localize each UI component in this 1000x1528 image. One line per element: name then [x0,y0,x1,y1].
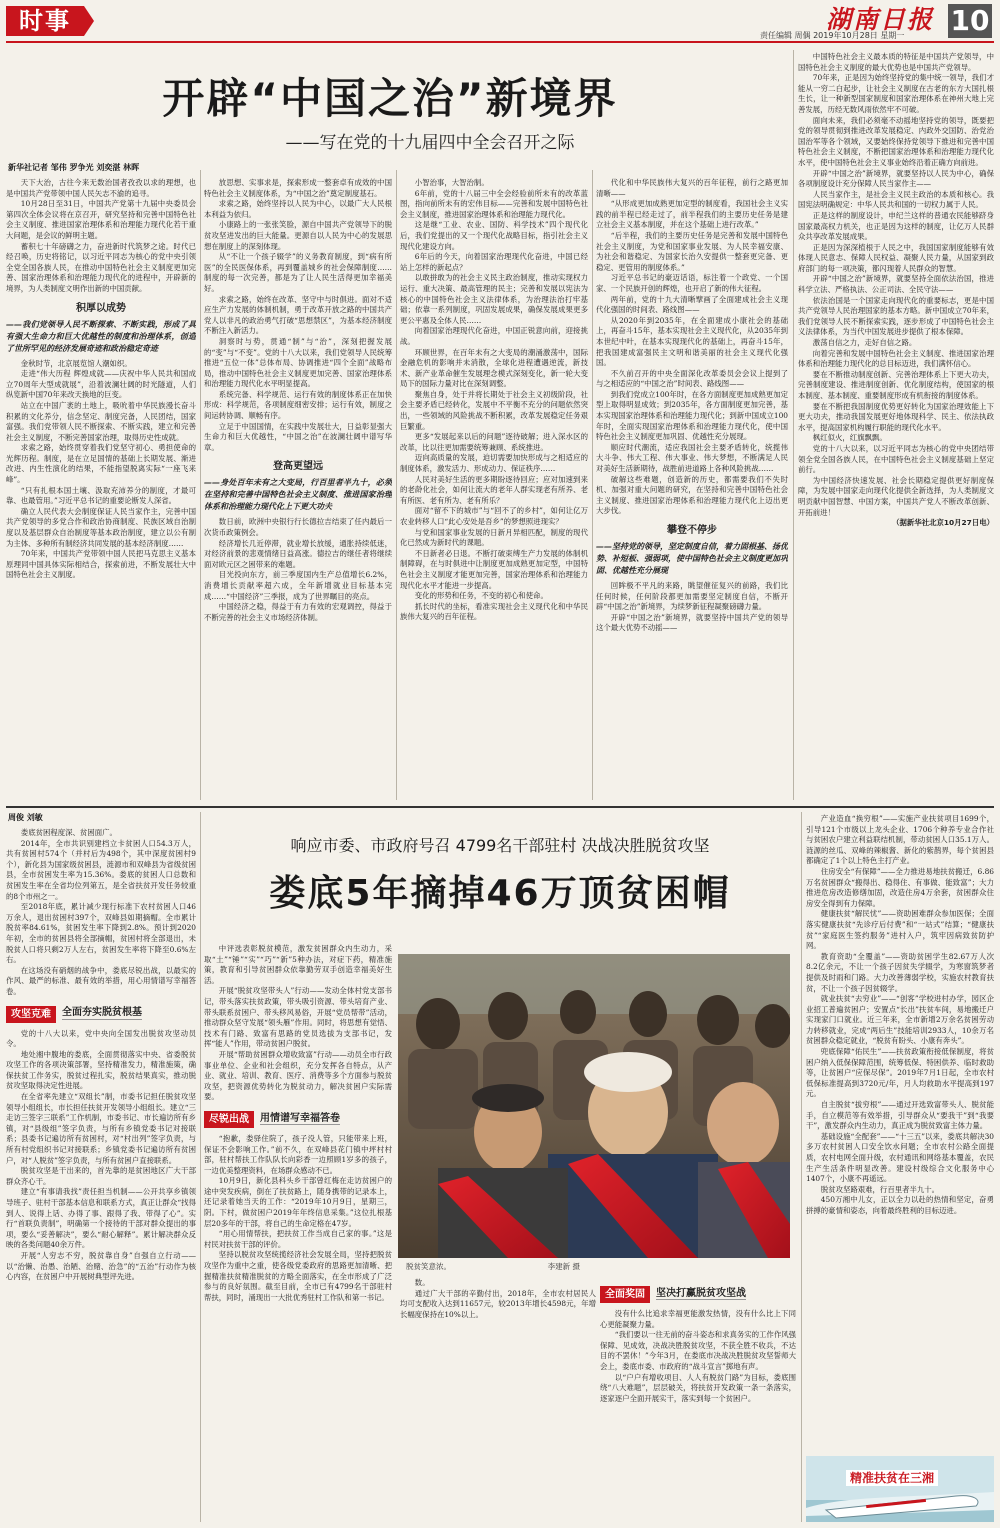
paragraph: 党的十八大以来，党中央向全国发出脱贫攻坚动员令。 [6,1028,196,1049]
section-heading: 攀登不停步 [667,525,717,536]
series-banner [806,1456,994,1522]
paragraph: 党的十八大以来，以习近平同志为核心的党中央团结带领全党全国各族人民，在中国特色社会主义制度基础上坚定前行。 [798,443,994,475]
paragraph: 70年来，正是因为始终坚持党的集中统一领导，我们才能从一穷二白起步，让社会主义制度在古老的东方大国扎根生长，让一种新型国家制度和国家治理体系在神州大地上完善发展，历经无数风雨依然牢不可破。 [798,73,994,114]
paragraph: 至2018年底，累计减少现行标准下农村贫困人口46万余人，退出贫困村397个，双峰县如期摘帽。全市累计脱贫率84.61%，贫困发生率下降到2.8%。预计到2020年初，全市的贫困县将全部摘帽，贫困村将全部退出，未脱贫人口将只剩2万人左右，贫困发生率将下降至0.6%左右。 [6,902,196,965]
paragraph: 不久前召开的中央全面深化改革委员会会议上提到了与之相适应的“中国之治”时间表、路线图—— [596,368,788,389]
paragraph: 开展“脱贫攻坚带头人”行动——发动全体村党支部书记，带头落实扶贫政策，带头吸引资源、带头培育产业、带头联系贫困户、带头移风易俗，开展“党员帮带”活动，推动群众坚守发展“领头雁”作用。同时，将思想有觉悟、技术有门路、致富有思路的党员选拔为支部书记，发挥“能人”作用，带动贫困户脱贫。 [204,986,392,1049]
paragraph: 产业造血“换穷根”——实施产业扶贫项目1699个，引导121个市级以上龙头企业、1706个种养专业合作社与贫困农户建立利益联结机制，带动贫困人口35.1万人。涟源的丝瓜、双峰的辣椒酱、新化的紫鹊界，每个贫困县都确定了1个以上特色主打产业。 [806,814,994,866]
column-divider [592,170,593,800]
paragraph: 中评选表彰脱贫模范，激发贫困群众内生动力，采取“土”“锤”“实”“巧”“新”5种办法，对症下药，精准施策，教育和引导贫困群众依靠勤劳双手创造幸福美好生活。 [204,944,392,985]
editor-line: 责任编辑 周偶 2019年10月28日 星期一 [760,31,905,40]
paragraph: 数日前，欧洲中央银行行长德拉吉结束了任内最后一次货币政策例会。 [204,517,392,538]
photo-elderly-people [398,954,790,1258]
paragraph: 没有什么比追求幸福更能激发热情，没有什么比上下同心更能凝聚力量。 [600,1309,796,1329]
paragraph: 住房安全“有保障”——全力推进易地扶贫搬迁，6.86万名贫困群众“搬得出、稳得住、有事做、能致富”；大力推进危房改造修缮加固，改造住房4万余套，贫困群众住房安全得到有力保障。 [806,866,994,908]
paragraph: 习近平总书记的豪迈话语，标注着一个政党、一个国家、一个民族开创的辉煌，也开启了新的伟大征程。 [596,273,788,293]
paragraph: “后半程，我们的主要历史任务是完善和发展中国特色社会主义制度，为党和国家事业发展、为人民幸福安康、为社会和谐稳定、为国家长治久安提供一整套更完备、更稳定、更管用的制度体系。” [596,230,788,272]
paragraph: 脱贫攻坚是干出来的，首先靠的是贫困地区广大干部群众齐心干。 [6,1166,196,1186]
paragraph: 要在不断推动制度创新、完善治理体系上下更大功夫，完善制度建设、推进制度创新、优化制度结构，使国家的根本制度、基本制度、重要制度形成有机衔接的制度体系。 [798,369,994,400]
column-divider [200,170,201,800]
paragraph: 聚焦自身，处于并将长期处于社会主义初级阶段，社会主要矛盾已经转化，发展中不平衡不充分的问题依然突出，一些领域的风险挑战不断积累，改革发展稳定任务艰巨繁重。 [400,389,588,431]
paragraph: 小康路上的一张张笑脸，源自中国共产党领导下的脱贫攻坚进发出的巨大能量。更源自以人民为中心的发展思想在制度上的深刻体现。 [204,220,392,251]
newspaper-logo: 湖南日报 [826,5,935,34]
paragraph: 破解这些难题，创造新的历史，都需要我们不失时机、加强对重大问题的研究，在坚持和完善中国特色社会主义制度、推进国家治理体系和治理能力现代化上迈出更大步伐。 [596,474,788,516]
paragraph: 健康扶贫“解民忧”——资助困难群众参加医保；全面落实健康扶贫“先诊疗后付费”和“一站式”结算；“健康扶贫”“家庭医生签约服务”进村入户，筑牢因病致贫防护网。 [806,909,994,951]
section-quote: ——身处百年未有之大变局，行百里者半九十，必须在坚持和完善中国特色社会主义制度、推进国家治理体系和治理能力现代化上下更大功夫 [204,478,392,512]
paragraph: 经济增长几近停滞，就业增长放缓，通胀持续低迷，对经济前景的悲观情绪日益高涨。德拉吉的继任者将继续面对欧元区之困带来的难题。 [204,538,392,569]
paragraph: 求索之路，始终坚持以人民为中心，以最广大人民根本利益为依归。 [204,199,392,219]
story2-column-1 [6,828,196,1522]
story2-column-3 [400,1278,596,1522]
paragraph: 开辟“中国之治”新境界，就要坚持全面依法治国，推进科学立法、严格执法、公正司法、全民守法—— [798,274,994,295]
section-label: 时事 [6,6,84,36]
story2-column-4 [806,814,994,1454]
story2-section-tag [600,1286,796,1303]
story2-column-3b [600,1278,796,1522]
paragraph: 到我们党成立100年时，在各方面制度更加成熟更加定型上取得明显成效；到2035年，各方面制度更加完善，基本实现国家治理体系和治理能力现代化；到新中国成立100年时，全面实现国家治理体系和治理能力现代化，使中国特色社会主义制度更加巩固、优越性充分展现。 [596,389,788,442]
paragraph: 环顾世界，在百年未有之大变局的潮涌激荡中，国际金融危机的影响并未消散，全球化进程遭遇逆流，新技术、新产业革命催生发展理念模式深刻变化，新一轮大变局下的国际力量对比在深刻调整。 [400,347,588,389]
story2-section-tag [6,1006,196,1023]
photo-caption: 脱贫笑意浓。 [406,1262,451,1271]
paragraph: 迈向高质量的发展，迫切需要加快形成与之相适应的制度体系，激发活力、形成动力、保证秩序…… [400,453,588,474]
paragraph: 顺应时代潮流，适应我国社会主要矛盾转化，统揽伟大斗争、伟大工程、伟大事业、伟大梦想，不断满足人民对美好生活新期待，战胜前进道路上各种风险挑战…… [596,442,788,474]
paragraph: 人民对美好生活的更多期盼逐待回应；应对加速到来的老龄化社会，如何让流大的老年人群实现老有所养、老有所医、老有所为、老有所乐？ [400,474,588,505]
paragraph: 面对“留不下的城市”与“回不了的乡村”，如何让亿万农业转移人口“此心安处是吾乡”的梦想照进现实？ [400,506,588,526]
paragraph: 向着完善和发展中国特色社会主义制度、推进国家治理体系和治理能力现代化的总目标迈进，我们满怀信心。 [798,348,994,369]
paragraph: 变化的形势和任务，不变的初心和使命。 [414,591,548,601]
story1-byline: 新华社记者 邹伟 罗争光 刘奕湛 林晖 [8,163,140,172]
story1-column-4 [596,178,788,803]
tag-text: 坚决打赢脱贫攻坚战 [656,1287,746,1299]
paragraph: 开辟“中国之治”新境界，就要坚持以人民为中心，确保各项制度设计充分保障人民当家作主—— [798,168,994,189]
paragraph: 开展“人穷志不穷，脱贫靠自身”自强自立行动——以“治懒、治愚、治陋、治赌、治急”的“五治”行动作为核心内容，在贫困户中开展树典型评先进。 [6,1250,196,1282]
paragraph: 两年前，党的十九大清晰擘画了全面建成社会主义现代化强国的时间表、路线图—— [596,294,788,315]
section-heading: 积厚以成势 [76,302,126,314]
story1-subtitle: ——写在党的十九届四中全会召开之际 [285,133,575,153]
paragraph: 回眸极不平凡的来路，眺望催征复兴的前路，我们比任何时候，任何阶段都更加需要坚定制度自信，不断开辟“中国之治”新境界，为续梦新征程凝聚磅礴力量。 [596,581,788,612]
paragraph: 放思想、实事求是，探索形成一整套卓有成效的中国特色社会主义制度体系，为“中国之治”奠定制度基石。 [204,178,392,198]
photo-caption-bar [398,1260,790,1274]
paragraph: 目光投向东方，前三季度国内生产总值增长6.2%，消费增长贡献率超六成，全年新增就业目标基本完成……“中国经济”三季报，成为了世界瞩目的亮点。 [204,570,392,601]
paragraph: 70年来，中国共产党带领中国人民把马克思主义基本原理同中国具体实际相结合，探索前进，不断发展壮大中国特色社会主义制度。 [6,549,196,580]
story1-column-3 [400,178,588,803]
page-number: 10 [948,4,992,38]
story2-section-tag [204,1111,392,1128]
paragraph: “抱歉，娄驿住院了，孩子没人管，只能带来上班，保证不会影响工作。”前不久，在双峰县花门镇中坪村村部，驻村帮扶工作队队长向彩香一边照顾1岁多的孩子，一边优美整理资料，在场群众感动不已。 [204,1133,392,1175]
paragraph: 开展“帮助贫困群众增收致富”行动——动员全市行政事业单位、企业和社会组织，充分发挥各自特点，从产业、就业、培训、教育、医疗、消费等多个方面参与脱贫攻坚，把资源优势转化为脱贫动力，解决贫困户实际需要。 [204,1049,392,1102]
paragraph: 激荡自信之力，走好自信之路。 [812,338,917,348]
paragraph: 10月9日，新化县科头乡干部曾红梅在走访贫困户的途中突发疾病，倒在了扶贫路上，随身携带的记录本上，还记录着她当天的工作：“2019年10月9日，星期三，阴。下村，做贫困户2019年年终信息采集。”这位扎根基层20多年的干部，将自己的生命定格在47岁。 [204,1176,392,1228]
paragraph: 基础设施“全配套”——“十三五”以来，娄底共解决30多万农村贫困人口安全饮水问题；全市农村公路全面提质，农村电网全面升级，农村通讯和网络基本覆盖，农民生产生活条件明显改善。建设村级综合文化服务中心1407个，小康不再遥远。 [806,1131,994,1184]
tag-badge: 攻坚克难 [6,1006,56,1023]
paragraph: 以“户户有增收项目、人人有脱贫门路”为目标，娄底围绕“八大难题”，层层破关，将扶贫开发政策一条一条落实，逐家逐户全面开展实干，落实到每一个贫困户。 [600,1372,796,1403]
paragraph: “用心用情帮扶，把扶贫工作当成自己家的事。”这是村民对扶贫干部的评价。 [204,1229,392,1249]
column-divider [396,170,397,800]
paragraph: 开辟“中国之治”新境界，就要坚持中国共产党的领导这个最大优势不动摇—— [596,612,788,633]
paragraph: 抓长时代的坐标，看准实现社会主义现代化和中华民族伟大复兴的百年征程。 [400,601,588,622]
paragraph: 6年后的今天，向着国家治理现代化奋进，中国已经站上怎样的新起点？ [400,252,588,272]
paragraph: 确立人民代表大会制度保证人民当家作主，完善中国共产党领导的多党合作和政治协商制度、民族区域自治制度以及基层群众自治制度等基本政治制度，建立以公有制为主体、多种所有制经济共同发展的基本经济制度…… [6,506,196,548]
paragraph: 枫红似火，红旗飘飘。 [812,433,887,443]
paragraph: 走进“伟大历程 辉煌成就——庆祝中华人民共和国成立70周年大型成就展”，沿着波澜壮阔的时光隧道，人们纵览新中国70年来改天换地的巨变。 [6,369,196,400]
paragraph: 为中国经济快速发展、社会长期稳定提供更好制度保障，为发展中国家走向现代化提供全新选择，为人类制度文明贡献中国智慧、中国方案，中国共产党人不断改革创新、开拓前进！ [798,475,994,517]
photo-credit: 李建新 摄 [547,1262,580,1271]
story-divider [6,806,994,808]
story2-kicker: 响应市委、市政府号召 4799名干部驻村 决战决胜脱贫攻坚 [290,836,710,855]
paragraph: 数。 [414,1278,430,1287]
paragraph: 2014年，全市共识别建档立卡贫困人口54.3万人，共有贫困村574个（并村后为498个，其中深度贫困村9个），新化县为国家级贫困县，涟源市和双峰县为省级贫困县，全市贫困发生率为15.36%。娄底的贫困人口总数和贫困发生率在全省均位列第五，是全省扶贫开发任务较重的8个市州之一。 [6,838,196,901]
paragraph: 不日新者必日退。不断打破束缚生产力发展的体制机制障碍，在与时俱进中让制度更加成熟更加定型，中国特色社会主义制度才能更加完善，国家治理体系和治理能力现代化水平才能进一步提高。 [400,548,588,590]
paragraph: 站立在中国广袤的土地上，吸吮着中华民族漫长奋斗积累的文化养分，信念坚定、制度完备，人民团结，国家富强。我们党带领人民不断探索、不断实践，建立和完善社会主义制度，不断完善国家治理，取得历史性成就。 [6,400,196,442]
paragraph: 中国特色社会主义最本质的特征是中国共产党领导，中国特色社会主义制度的最大优势也是中国共产党领导。 [798,52,994,72]
story2-byline: 周俊 刘敏 [8,813,43,822]
tag-text: 用情谱写幸福答卷 [260,1112,340,1124]
section-quote: ——我们党领导人民不断探索、不断实践，形成了具有强大生命力和巨大优越性的制度和治理体系，创造了世所罕见的经济发展奇迹和政治稳定奇迹 [6,319,196,353]
column-divider [200,812,201,1522]
paragraph: 450万湘中儿女，正以全力以赴的热情和坚定，奋勇拼搏的豪情和姿态，向着最终胜利的目标迈进。 [806,1195,994,1215]
section-heading: 登高更望远 [273,461,323,473]
paragraph: 从2020年到2035年，在全面建成小康社会的基础上，再奋斗15年，基本实现社会主义现代化，从2035年到本世纪中叶，在基本实现现代化的基础上，再奋斗15年，把我国建成富强民主文明和谐美丽的社会主义现代化强国。 [596,315,788,368]
story1-column-5 [798,52,994,804]
paragraph: 以敢拼敢为的社会主义民主政治制度，推动实现权力运行、重大决策、最高管理的民主；完善和发展以宪法为核心的中国特色社会主义法律体系，为治理法治打牢基础；依靠一系列制度，巩固发展成果，确保发展成果更多更公平惠及全体人民…… [400,273,588,325]
page-header [0,0,1000,40]
paragraph: 天下大治，古往今来无数治国者孜孜以求的理想，也是中国共产党带领中国人民矢志不渝的追寻。 [6,178,196,198]
paragraph: 要在不断把我国制度优势更好转化为国家治理效能上下更大功夫，推动我国发展更好地体现科学、民主、依法执政水平，提高国家机构履行职能的现代化水平。 [798,401,994,432]
paragraph: 洞察时与势，贯通“制”与“治”，深刻把握发展的“变”与“不变”。党的十八大以来，我们党领导人民统筹推进“五位一体”总体布局、协调推进“四个全面”战略布局，推动中国特色社会主义制度更加完善、国家治理体系和治理能力现代化水平明显提高。 [204,336,392,389]
paragraph: 更多“发展起来以后的问题”逐待破解；进入深水区的改革，比以往更加需要统筹兼顾、系统推进。 [400,432,588,452]
paragraph: 与党和国家事业发展的日新月异相匹配，制度的现代化已然成为新时代的课题。 [400,527,588,548]
paragraph: 求索之路，始终在改革、坚守中与时俱进。面对不适应生产力发展的体制机制，勇于改革开放之路的中国共产党人以非凡的政治勇气打破“思想禁区”，为基本经济制度不断注入新活力。 [204,294,392,336]
story2-column-2 [204,944,392,1522]
train-illustration [806,1456,994,1522]
paragraph: 兜底保障“佑民生”——扶贫政策衔接低保制度，将贫困户纳入低保保障范围，统筹低保、特困供养、临时救助等，让贫困户“应保尽保”。2019年7月1日起，全市农村低保标准提高到3720元/年，月人均救助水平提高到197元。 [806,1047,994,1099]
column-divider [793,50,794,800]
story1-source: （据新华社北京10月27日电） [892,518,994,528]
paragraph: 从“不让一个孩子辍学”的义务教育制度，到“病有所医”的全民医保体系，再到覆盖城乡的社会保障制度……制度的每一次完善，都是为了让人民生活得更加幸福美好。 [204,252,392,293]
paragraph: 这是继“工业、农业、国防、科学技术”四个现代化后，我们党提出的又一个现代化战略目标，指引社会主义现代化建设方向。 [400,220,588,251]
story1-column-2 [204,178,392,803]
paragraph: 脱贫攻坚路艰难，行百里者半九十。 [820,1184,940,1194]
paragraph: “我们要以一往无前的奋斗姿态和求真务实的工作作风强保障、见成效，决战决胜脱贫攻坚，不获全胜不收兵，不达目的不罢休！”今年3月，在娄底市决战决胜脱贫攻坚誓师大会上，娄底市委、市政府的“战斗宣言”掷地有声。 [600,1330,796,1371]
story2-headline: 娄底5年摘掉46万顶贫困帽 [269,873,731,914]
paragraph: 自主脱贫“拔穷根”——通过开选致富带头人、脱贫能手，自立模范等有效举措，引导群众从“要我干”到“我要干”，激发群众内生动力，真正成为脱贫致富主体力量。 [806,1100,994,1131]
section-quote: ——坚持党的领导，坚定制度自信，着力固根基、扬优势、补短板、强弱项，使中国特色社会主义制度更加巩固、优越性充分展现 [596,542,788,575]
paragraph: 通过广大干部的辛勤付出，2018年，全市农村居民人均可支配收入达到11657元，较2013年增长4598元，年增长幅度保持在10%以上。 [400,1288,596,1319]
tag-badge: 全面奖固 [600,1286,650,1303]
paragraph: 金秋时节，北京展览馆人潮如织。 [20,358,132,368]
paragraph: 代化和中华民族伟大复兴的百年征程，前行之路更加清晰—— [596,178,788,198]
paragraph: 正是因为深深植根于人民之中，我国国家制度能够有效体现人民意志、保障人民权益、凝聚人民力量，从国家到政府部门的每一项决策，都闪现着人民群众的智慧。 [798,242,994,273]
paragraph: 系统完备、科学规范、运行有效的制度体系正在加快形成：科学规范，各项制度细密安排；运行有效，制度之间运转协调、顺畅有序。 [204,389,392,421]
tag-text: 全面夯实脱贫根基 [62,1007,142,1019]
paragraph: “从形成更加成熟更加定型的制度看，我国社会主义实践的前半程已经走过了，前半程我们的主要历史任务是建立社会主义基本制度，并在这个基础上进行改革。” [596,199,788,230]
paragraph: 在这场没有硝烟的战争中，娄底尽锐出战，以最实的作风、最严的标准、最有效的举措，用心用情谱写幸福答卷。 [6,965,196,996]
paragraph: 就业扶贫“去穷业”——“创客”学校进村办学，园区企业招工普遍贫困户；安置点“长出”扶贫车间，易地搬迁户实现家门口就业。近三年来，全市新增2万余名贫困劳动力转移就业，完成“两后生”技能培训2933人，10余万名贫困群众稳定就业，“脱贫有盼头、小康有奔头”。 [806,994,994,1046]
paragraph: 求索之路，始终贯穿着我们党坚守初心、勇担使命的光辉历程。制度，是在立足国情的基础上长期发展、渐进改进、内生性演化的结果，不能指望脱离实际“一座飞来峰”。 [6,443,196,485]
column-divider [801,812,802,1522]
paragraph: 向着国家治理现代化奋进，中国正锐意向前，迎接挑战。 [400,326,588,346]
story2-photo [398,954,790,1258]
series-banner-title: 精准扶贫在三湘 [846,1470,938,1486]
paragraph: 面向未来，我们必须毫不动摇地坚持党的领导，既要把党的领导贯彻到推进改革发展稳定、内政外交国防、治党治国治军等各个领域，又要始终保持党领导下推进和完善中国特色社会主义制度，不断把国家治理体系和治理能力现代化水平，使中国特色社会主义事业始终沿着正确方向前进。 [798,115,994,167]
paragraph: 坚持以脱贫攻坚统揽经济社会发展全局，坚持把脱贫攻坚作为重中之重，使各级党委政府的思路更加清晰、把握精准扶贫精准脱贫的方略全面落实，在全市形成了广泛参与的良好氛围。截至目前，全市已有4799名干部驻村帮扶，同时，涌现出一大批优秀驻村工作队和第一书记。 [204,1250,392,1302]
paragraph: 中国经济之稳，得益于有力有效的宏观调控，得益于不断完善的社会主义市场经济体制。 [204,602,392,622]
paragraph: 立足于中国国情，在实践中发展壮大，日益彰显强大生命力和巨大优越性，“中国之治”在波澜壮阔中谱写华章。 [204,421,392,452]
header-rule [6,41,994,43]
paragraph: 地处湘中腹地的娄底，全面贯彻落实中央、省委脱贫攻坚工作的各项决策部署，坚持精准发力，精准施策，确保扶贫工作务实，脱贫过程扎实，脱贫结果真实，推动脱贫攻坚取得决定性进展。 [6,1049,196,1091]
tag-badge: 尽锐出战 [204,1111,254,1128]
paragraph: 小智治事，大智治制。 [414,178,489,187]
story1-headline: 开辟“中国之治”新境界 [162,74,618,123]
paragraph: 建立“有事请我找”责任担当机制——公开共享乡镇领导班子、驻村干部基本信息和联系方式，真正让群众“找得到人、说得上话、办得了事、跟得了我、带得了心”。实行“首联负责制”，明确第一个接待的干部对群众提出的事项，要么“妥善解决”，要么“耐心解释”。累计解决群众反映的各类问题40余万件。 [6,1187,196,1250]
paragraph: 在全省率先建立“双组长”制，市委书记担任脱贫攻坚领导小组组长，市长担任扶贫开发领导小组组长。建立“三走访三签字三联系”工作机制，市委书记、市长遍访所有乡镇，对“县级组”签字负责，与所有乡镇党委书记对接联系；县委书记遍访所有贫困村，对“村出列”签字负责，与所有村党组织书记对接联系；乡镇党委书记遍访所有贫困户，对“人脱贫”签字负责，与所有贫困户直接联系。 [6,1092,196,1165]
paragraph: 正是这样的制度设计，申纪兰这样的普通农民能够跻身国家最高权力机关，也正是因为这样的制度，让亿万人民群众共享改革发展成果。 [798,210,994,242]
paragraph: 娄底贫困程度深、贫困面广。 [20,828,117,837]
paragraph: 6年前，党的十八届三中全会经验前所未有的改革蓝图，指向前所未有的宏伟目标——完善和发展中国特色社会主义制度，推进国家治理体系和治理能力现代化。 [400,188,588,219]
paragraph: 人民当家作主，是社会主义民主政治的本质和核心。我国宪法明确规定：中华人民共和国的一切权力属于人民。 [798,189,994,210]
paragraph: 蓄积七十年磅礴之力，奋进新时代筑梦之途。时代已经召唤，历史将铭记，以习近平同志为核心的党中央引领全党全国各族人民，在推动中国特色社会主义制度更加完善、国家治理体系和治理能力现代化的进程中，开辟新的境界，为人类制度文明作出新的中国贡献。 [6,241,196,293]
paragraph: 10月28日至31日，中国共产党第十九届中央委员会第四次全体会议将在京召开，研究坚持和完善中国特色社会主义制度、推进国家治理体系和治理能力现代化若干重大问题，是会议的鲜明主题。 [6,199,196,240]
paragraph: 教育资助“全覆盖”——资助贫困学生82.67万人次8.2亿余元，不让一个孩子因贫失学辍学，为寒窗筑梦者提供及时雨和门路。大力改善薄弱学校，实施农村教育扶贫，不让一个孩子因贫辍学。 [806,951,994,993]
paragraph: “只有扎根本国土壤、汲取充沛养分的制度，才最可靠、也最管用。”习近平总书记的重要论断发人深省。 [6,485,196,506]
paragraph: 依法治国是一个国家走向现代化的重要标志，更是中国共产党领导人民治理国家的基本方略。新中国成立70年来，我们党领导人民不断探索实践，逐步形成了中国特色社会主义法律体系，为当代中国发展进步提供了根本保障。 [798,295,994,337]
story1-column-1 [6,178,196,803]
